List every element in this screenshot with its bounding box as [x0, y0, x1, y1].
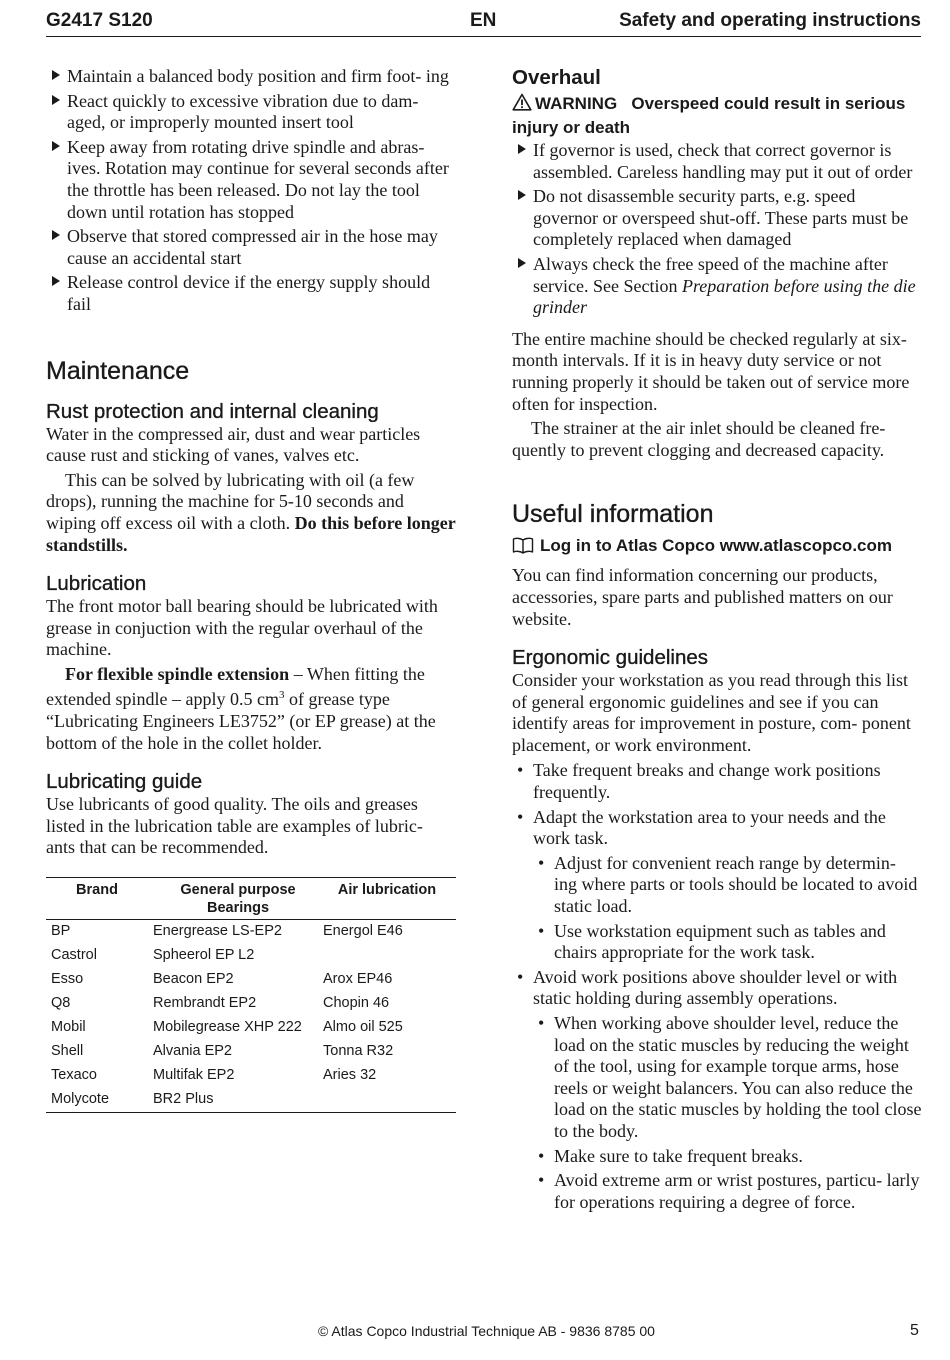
page-header [46, 10, 921, 37]
arrow-bullet-icon [518, 190, 526, 200]
table-row: Molycote BR2 Plus [46, 1088, 456, 1113]
list-item: • When working above shoulder level, reduce the load on the static muscles by reducing the weight of the tool, using for example torque arms, hose reels or weight balancers. You can also reduce the load on the static muscles by holding the tool close to the body. [538, 1013, 922, 1141]
ergonomic-sublist [533, 1013, 922, 1213]
ergonomic-guidelines-heading: Ergonomic guidelines [512, 646, 709, 670]
lubricating-guide-heading: Lubricating guide [46, 770, 203, 794]
warning-text: Overspeed could result in serious injury or death [512, 94, 906, 137]
safety-list [46, 66, 456, 316]
table-row: Castrol Spheerol EP L2 [51, 947, 255, 964]
list-item: • Adapt the workstation area to your needs and the work task. • Adjust for convenient reach range by determin- ing where parts or tools should be located to avoid static load. • Use workstation equipment such as tables and chairs appropriate for the work task. [512, 807, 922, 964]
arrow-bullet-icon [52, 276, 60, 286]
table-row: BP Energrease LS-EP2 Energol E46 [51, 923, 403, 940]
right-column [512, 66, 922, 1216]
arrow-bullet-icon [52, 95, 60, 105]
section-reference: Preparation before using the die grinder [533, 275, 916, 318]
list-item: Observe that stored compressed air in the hose may cause an accidental start [46, 226, 456, 269]
overhaul-paragraph-2: The strainer at the air inlet should be cleaned fre- quently to prevent clogging and decreased capacity. [512, 418, 886, 460]
list-item: • Make sure to take frequent breaks. [538, 1145, 803, 1166]
arrow-bullet-icon [52, 70, 60, 80]
column-header-brand: Brand [46, 878, 148, 920]
table-row: Shell Alvania EP2 Tonna R32 [51, 1043, 394, 1060]
lubrication-paragraph-2: For flexible spindle extension – When fitting the extended spindle – apply 0.5 $cm^3$ of grease type “Lubricating Engineers LE3752” (or EP grease) at the bottom of the hole in the collet holder. [46, 663, 436, 753]
overhaul-heading: Overhaul [512, 66, 601, 89]
login-notice [512, 535, 922, 560]
list-item: • Take frequent breaks and change work positions frequently. [517, 760, 881, 803]
arrow-bullet-icon [52, 230, 60, 240]
table-row: Texaco Multifak EP2 Aries 32 [51, 1067, 377, 1084]
column-header-air-lubrication: Air lubrication [318, 878, 456, 920]
overhaul-list [512, 140, 922, 319]
bullet-dot-icon: • [538, 852, 545, 873]
arrow-bullet-icon [52, 141, 60, 151]
login-text: Log in to Atlas Copco www.atlascopco.com [540, 536, 892, 556]
ergonomic-sublist [533, 853, 922, 964]
lubricating-guide-paragraph: Use lubricants of good quality. The oils and greases listed in the lubrication table are examples of lubric- ants that can be recommended. [46, 794, 423, 858]
list-item: • Adjust for convenient reach range by determin- ing where parts or tools should be located to avoid static load. [538, 852, 918, 917]
warning-notice [512, 93, 922, 139]
list-item: If governor is used, check that correct governor is assembled. Careless handling may put it out of order [512, 140, 922, 183]
warning-triangle-icon [512, 93, 532, 117]
document-id: G2417 S120 [46, 10, 153, 31]
bullet-dot-icon: • [538, 1145, 545, 1166]
lubrication-heading: Lubrication [46, 572, 147, 596]
language-code: EN [470, 10, 497, 31]
ergonomic-list [512, 760, 922, 1213]
list-item: Do not disassemble security parts, e.g. speed governor or overspeed shut-off. These parts must be completely replaced when damaged [512, 186, 922, 251]
bullet-dot-icon: • [538, 1013, 545, 1033]
overhaul-paragraph-1: The entire machine should be checked regularly at six-month intervals. If it is in heavy duty service or not running properly it should be taken out of service more often for inspection. [512, 328, 910, 414]
column-header-general-purpose: General purpose Bearings [148, 878, 318, 920]
table-row: Mobil Mobilegrease XHP 222 Almo oil 525 [51, 1019, 403, 1036]
bullet-dot-icon: • [517, 806, 524, 827]
header-title: Safety and operating instructions [619, 10, 921, 31]
lubrication-table [46, 877, 456, 1113]
bullet-dot-icon: • [517, 966, 524, 987]
bullet-dot-icon: • [538, 920, 545, 941]
rust-paragraph-1: Water in the compressed air, dust and wear particles cause rust and sticking of vanes, valves etc. [46, 423, 421, 466]
warning-label: WARNING [535, 94, 618, 113]
list-item: • Use workstation equipment such as tables and chairs appropriate for the work task. [538, 920, 886, 963]
arrow-bullet-icon [518, 258, 526, 268]
list-item: • Avoid work positions above shoulder level or with static holding during assembly operations. • When working above shoulder level, reduce the load on the static muscles by reducing the weight of the tool, using for example torque arms, hose reels or weight balancers. You can also reduce the load on the static muscles by holding the tool close to the body. • Make sure to take frequent breaks. • Avoid extreme arm or wrist postures, particu- larly for operations requiring a degree of force. [517, 966, 922, 1212]
arrow-bullet-icon [518, 144, 526, 154]
ergonomic-intro: Consider your workstation as you read through this list of general ergonomic guidelines and see if you can identify areas for improvement in posture, com- ponent placement, or work environment. [512, 670, 911, 755]
rust-note-bold: Do this before longer standstills. [46, 512, 456, 555]
list-item: Keep away from rotating drive spindle and abras- ives. Rotation may continue for several seconds after the throttle has been released. Do not lay the tool down until rotation has stopped [46, 137, 456, 223]
copyright-text: © Atlas Copco Industrial Technique AB - 9836 8785 00 [318, 1323, 655, 1339]
table-row: Q8 Rembrandt EP2 Chopin 46 [51, 995, 390, 1012]
left-column [46, 66, 456, 1113]
table-row: Esso Beacon EP2 Arox EP46 [51, 971, 393, 988]
rust-protection-heading: Rust protection and internal cleaning [46, 399, 379, 423]
bullet-dot-icon: • [517, 760, 524, 781]
maintenance-heading: Maintenance [46, 356, 190, 385]
lubrication-paragraph-1: The front motor ball bearing should be lubricated with grease in conjuction with the regular overhaul of the machine. [46, 596, 438, 660]
bullet-dot-icon: • [538, 1170, 545, 1191]
table-header-row [46, 878, 456, 920]
list-item: Always check the free speed of the machine after service. See Section Preparation before using the die grinder [512, 254, 922, 319]
book-icon [512, 536, 534, 560]
list-item: React quickly to excessive vibration due to dam- aged, or improperly mounted insert tool [46, 91, 456, 134]
useful-information-paragraph: You can find information concerning our products, accessories, spare parts and published matters on our website. [512, 565, 893, 629]
list-item: Release control device if the energy supply should fail [46, 272, 456, 315]
useful-information-heading: Useful information [512, 500, 714, 529]
list-item: Maintain a balanced body position and firm foot- ing [46, 66, 456, 88]
page-number: 5 [910, 1322, 919, 1339]
rust-paragraph-2: This can be solved by lubricating with oil (a few drops), running the machine for 5-10 seconds and wiping off excess oil with a cloth. Do this before longer standstills. [46, 469, 456, 555]
list-item: • Avoid extreme arm or wrist postures, particu- larly for operations requiring a degree of force. [538, 1170, 920, 1212]
